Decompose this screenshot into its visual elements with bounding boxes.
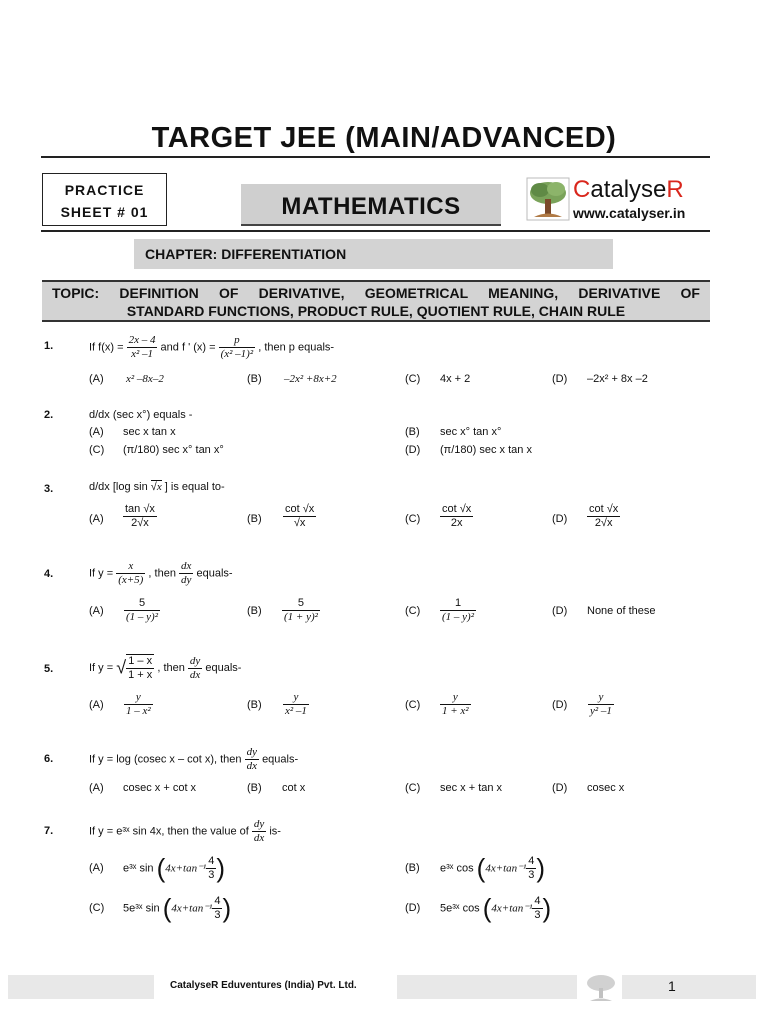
option-d[interactable]: –2x² + 8x –2 (587, 373, 648, 385)
question-stem: d/dx [log sin √x ] is equal to- (89, 481, 225, 493)
option-c[interactable]: sec x + tan x (440, 782, 503, 794)
option-d[interactable]: 5e³ˣ cos (4x+tan⁻¹ $\frac{4}{3}$ ) (440, 893, 552, 923)
option-label-b: (B) (247, 373, 262, 385)
option-d[interactable]: $\frac{\cot √x}{2√x}$ (589, 503, 619, 529)
question-stem: If y = log (cosec x – cot x), then $\frac{dy}{dx}$ equals- (89, 746, 299, 772)
option-a[interactable]: x² –8x–2 (126, 373, 164, 385)
topic-line-2: STANDARD FUNCTIONS, PRODUCT RULE, QUOTIENT RULE, CHAIN RULE (126, 303, 626, 319)
option-label-d: (D) (552, 605, 568, 617)
option-label-b: (B) (247, 605, 262, 617)
option-label-b: (B) (247, 699, 262, 711)
option-a[interactable]: $\frac{5}{\text{(1 – y)²}}$ (126, 597, 159, 623)
page-number: 1 (668, 978, 676, 994)
option-label-b: (B) (405, 426, 420, 438)
brand-mid: atalyse (590, 176, 667, 203)
tree-logo-icon (526, 177, 570, 221)
option-label-a: (A) (89, 513, 104, 525)
option-d[interactable]: $\frac{y}{\text{y² –1}}$ (590, 691, 612, 717)
option-d[interactable]: (π/180) sec x tan x (440, 444, 532, 456)
option-label-c: (C) (89, 444, 105, 456)
option-c[interactable]: $\frac{1}{\text{(1 – y)²}}$ (442, 597, 475, 623)
option-c[interactable]: $\frac{y}{\text{1 + x²}}$ (442, 691, 469, 717)
option-label-b: (B) (247, 513, 262, 525)
option-label-c: (C) (405, 373, 421, 385)
question-stem: If y = e³ˣ sin 4x, then the value of $\frac{dy}{dx}$ is- (89, 818, 281, 844)
practice-label: PRACTICE (64, 182, 145, 198)
website-link[interactable]: www.catalyser.in (573, 205, 686, 221)
option-b[interactable]: cot x (282, 782, 306, 794)
option-d[interactable]: cosec x (587, 782, 625, 794)
option-label-b: (B) (405, 862, 420, 874)
question-number: 4. (44, 568, 54, 580)
option-a[interactable]: e³ˣ sin (4x+tan⁻¹ $\frac{4}{3}$ ) (123, 853, 226, 883)
footer-bar-mid (397, 975, 577, 999)
brand-r: R (666, 176, 684, 203)
option-label-d: (D) (405, 902, 421, 914)
question-number: 2. (44, 409, 54, 421)
option-c[interactable]: (π/180) sec x° tan x° (123, 444, 224, 456)
option-b[interactable]: e³ˣ cos (4x+tan⁻¹ $\frac{4}{3}$ ) (440, 853, 546, 883)
footer-bar-left (8, 975, 154, 999)
title-rule (41, 156, 710, 158)
header-rule (41, 230, 710, 232)
question-stem: If y = √ $\frac{1 - x}{1 + x}$ , then $\frac{dy}{dx}$ equals- (89, 654, 242, 681)
option-label-c: (C) (405, 513, 421, 525)
option-c[interactable]: 4x + 2 (440, 373, 471, 385)
practice-sheet-box (42, 173, 167, 226)
page-title: TARGET JEE (MAIN/ADVANCED) (151, 122, 617, 154)
option-label-b: (B) (247, 782, 262, 794)
question-stem: If f(x) = $\frac{2x - 4}{\text{x² –1}}$ and f ' (x) = $\frac{p}{\text{(x² –1)²}}$ , then p equals- (89, 334, 335, 360)
brand-c: C (573, 176, 591, 203)
brand-name (573, 176, 684, 204)
option-b[interactable]: $\frac{y}{\text{x² –1}}$ (285, 691, 307, 717)
option-b[interactable]: sec x° tan x° (440, 426, 502, 438)
option-a[interactable]: cosec x + cot x (123, 782, 197, 794)
footer-company: CatalyseR Eduventures (India) Pvt. Ltd. (170, 980, 357, 991)
option-label-a: (A) (89, 782, 104, 794)
option-b[interactable]: –2x² +8x+2 (284, 373, 337, 385)
option-label-a: (A) (89, 605, 104, 617)
option-label-a: (A) (89, 373, 104, 385)
question-stem: d/dx (sec x°) equals - (89, 409, 193, 421)
option-label-d: (D) (552, 513, 568, 525)
option-label-a: (A) (89, 862, 104, 874)
question-number: 7. (44, 825, 54, 837)
option-label-d: (D) (552, 373, 568, 385)
option-label-c: (C) (405, 782, 421, 794)
option-a[interactable]: sec x tan x (123, 426, 176, 438)
option-label-d: (D) (552, 699, 568, 711)
option-label-c: (C) (405, 699, 421, 711)
option-c[interactable]: 5e³ˣ sin (4x+tan⁻¹ $\frac{4}{3}$ ) (123, 893, 232, 923)
footer-tree-icon (584, 972, 618, 1002)
sheet-number: SHEET # 01 (60, 204, 149, 220)
question-number: 1. (44, 340, 54, 352)
option-label-d: (D) (405, 444, 421, 456)
option-label-c: (C) (405, 605, 421, 617)
option-label-d: (D) (552, 782, 568, 794)
question-stem: If y = $\frac{x}{(x+5)}$ , then $\frac{dx}{dy}$ equals- (89, 560, 233, 586)
topic-banner (42, 280, 710, 322)
subject-banner: MATHEMATICS (241, 184, 501, 226)
option-label-c: (C) (89, 902, 105, 914)
option-a[interactable]: $\frac{\tan √x}{2√x}$ (125, 503, 155, 529)
option-label-a: (A) (89, 426, 104, 438)
option-a[interactable]: $\frac{y}{\text{1 – x²}}$ (126, 691, 151, 717)
option-b[interactable]: $\frac{5}{\text{(1 + y)²}}$ (284, 597, 318, 623)
footer-bar-right (622, 975, 756, 999)
option-b[interactable]: $\frac{\cot √x}{√x}$ (285, 503, 315, 529)
option-c[interactable]: $\frac{\cot √x}{2x}$ (442, 503, 472, 529)
topic-line-1: TOPIC: DEFINITION OF DERIVATIVE, GEOMETRICAL MEANING, DERIVATIVE OF (52, 285, 700, 301)
question-number: 3. (44, 483, 54, 495)
question-number: 6. (44, 753, 54, 765)
chapter-banner: CHAPTER: DIFFERENTIATION (134, 239, 613, 269)
option-d[interactable]: None of these (587, 605, 656, 617)
question-number: 5. (44, 663, 54, 675)
option-label-a: (A) (89, 699, 104, 711)
